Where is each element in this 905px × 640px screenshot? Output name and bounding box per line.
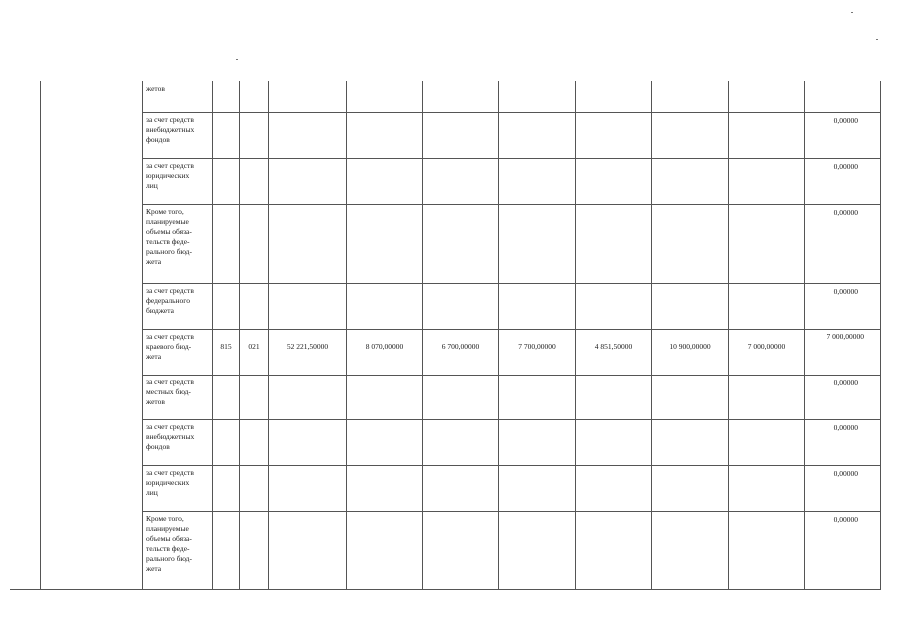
row-label: за счет средств внебюджетных фондов	[146, 422, 195, 451]
row-label: за счет средств краевого бюд- жета	[146, 332, 194, 361]
row-divider	[142, 375, 881, 376]
row-total: 0,00000	[833, 469, 858, 478]
row-total: 0,00000	[833, 423, 858, 432]
row-label: за счет средств юридических лиц	[146, 468, 194, 497]
row-divider	[142, 419, 881, 420]
value-cell: 6 700,00000	[441, 342, 480, 351]
scan-speck	[851, 12, 853, 13]
row-label: Кроме того, планируемые объемы обяза- тельств феде- рального бюд- жета	[146, 514, 192, 573]
row-total: 0,00000	[833, 116, 858, 125]
row-label: за счет средств местных бюд- жетов	[146, 377, 194, 406]
code-cell: 815	[220, 342, 232, 351]
row-divider	[142, 465, 881, 466]
scan-speck	[236, 59, 238, 60]
value-cell: 52 221,50000	[286, 342, 329, 351]
value-cell: 7 700,00000	[518, 342, 556, 351]
row-label-fragment: жетов	[146, 84, 165, 93]
value-cell: 7 000,00000	[747, 342, 786, 351]
row-total: 0,00000	[833, 162, 858, 171]
value-cell: 8 070,00000	[365, 342, 404, 351]
table-border-bottom	[10, 589, 881, 590]
row-divider	[142, 329, 881, 330]
row-total: 0,00000	[833, 208, 858, 217]
row-label: Кроме того, планируемые объемы обяза- тельств феде- рального бюд- жета	[146, 207, 192, 266]
row-label: за счет средств федерального бюджета	[146, 286, 194, 315]
row-divider	[142, 158, 881, 159]
code-cell: 021	[248, 342, 260, 351]
row-total: 7 000,00000	[826, 332, 864, 341]
value-cell: 10 900,00000	[669, 342, 711, 351]
row-divider	[142, 204, 881, 205]
value-cell: 4 851,50000	[594, 342, 633, 351]
row-total: 0,00000	[833, 287, 858, 296]
row-divider	[142, 511, 881, 512]
row-total: 0,00000	[833, 515, 858, 524]
row-total: 0,00000	[833, 378, 858, 387]
scan-speck	[876, 39, 878, 40]
row-divider	[142, 112, 881, 113]
row-label: за счет средств внебюджетных фондов	[146, 115, 195, 144]
table-border-left	[40, 81, 41, 589]
row-label: за счет средств юридических лиц	[146, 161, 194, 190]
row-divider	[142, 283, 881, 284]
